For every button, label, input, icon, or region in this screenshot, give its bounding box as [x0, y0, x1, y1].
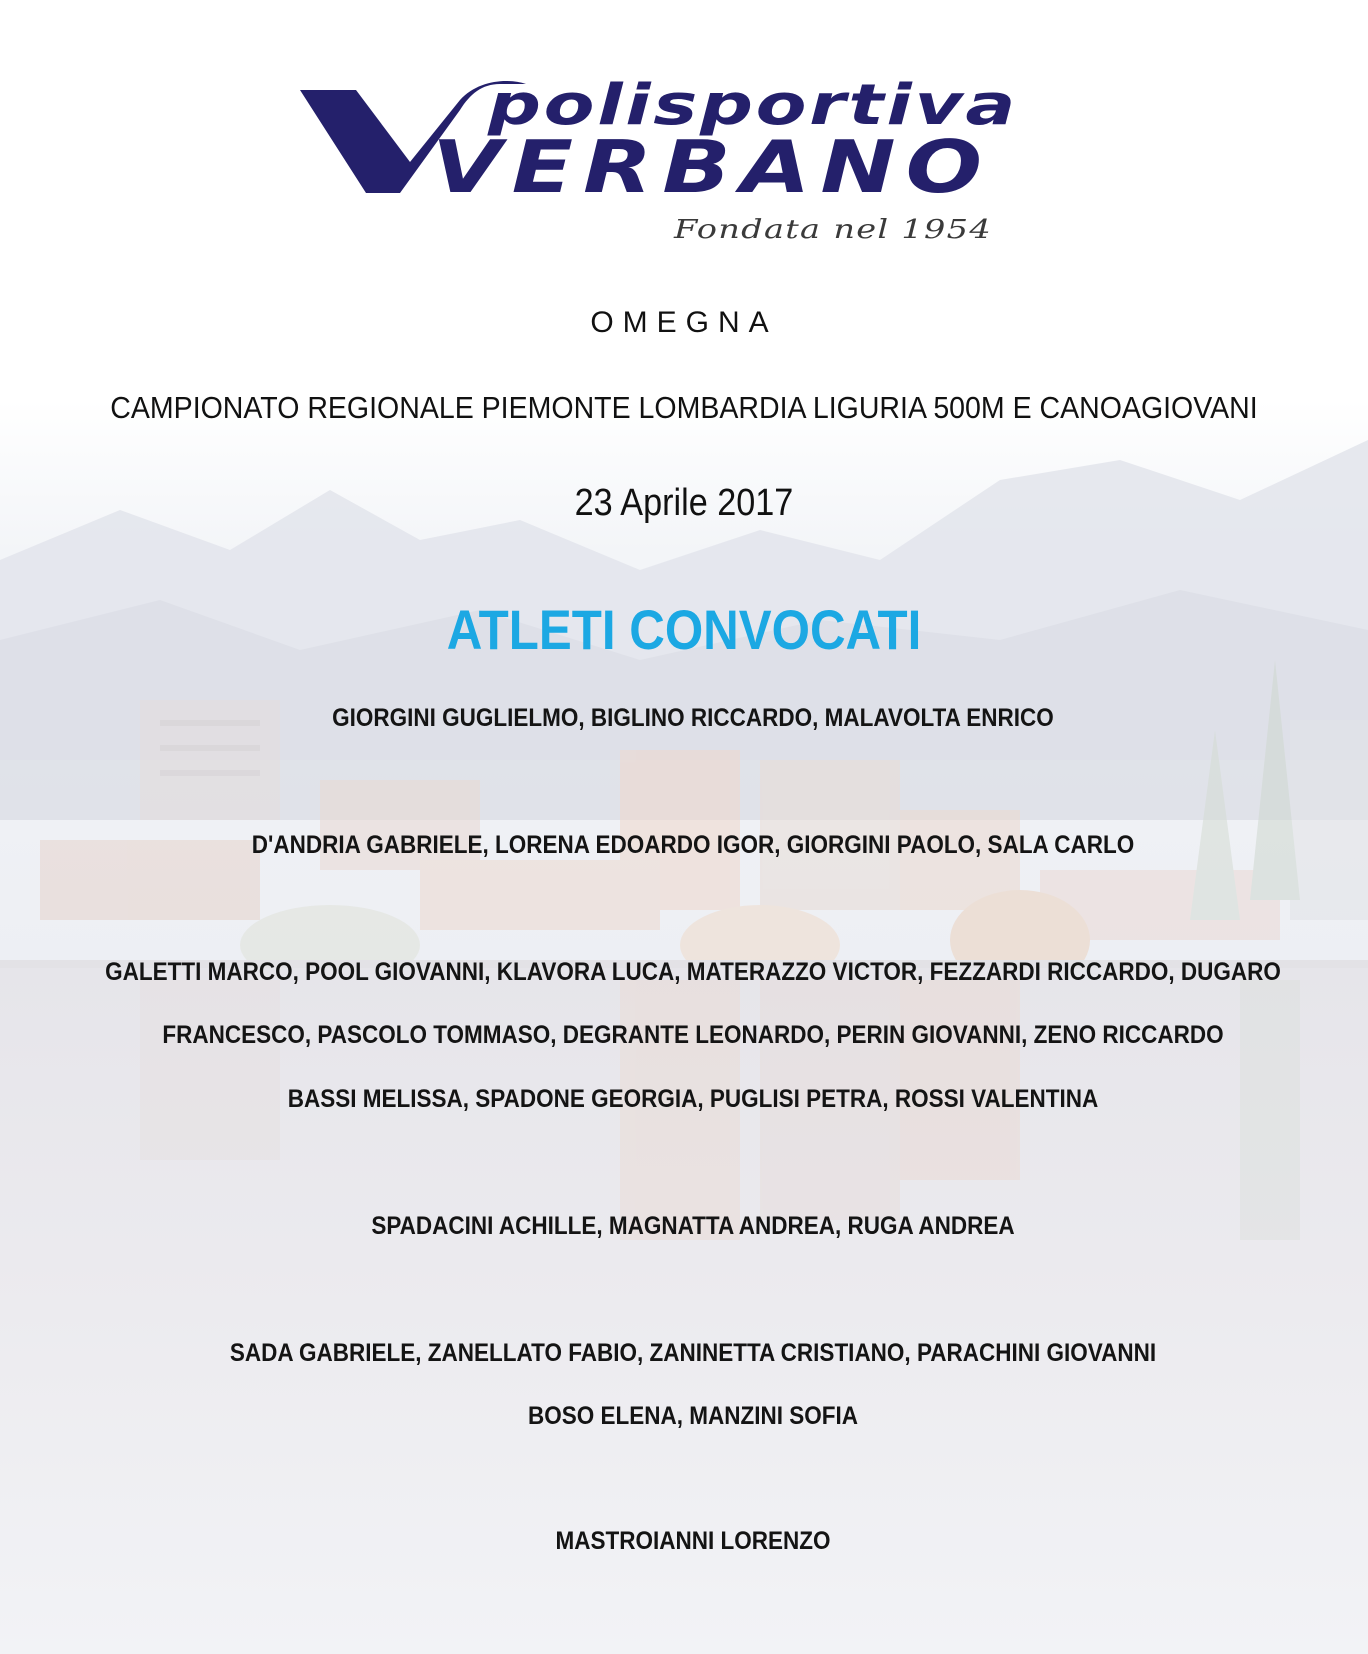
athlete-line: BASSI MELISSA, SPADONE GEORGIA, PUGLISI PETRA, ROSSI VALENTINA — [287, 1085, 1099, 1113]
athlete-line: FRANCESCO, PASCOLO TOMMASO, DEGRANTE LEONARDO, PERIN GIOVANNI, ZENO RICCARDO — [162, 1021, 1224, 1049]
athlete-line: GALETTI MARCO, POOL GIOVANNI, KLAVORA LUCA, MATERAZZO VICTOR, FEZZARDI RICCARDO, DUGARO — [105, 958, 1281, 986]
athlete-line: SPADACINI ACHILLE, MAGNATTA ANDREA, RUGA ANDREA — [371, 1212, 1015, 1240]
logo-wordmark-top: polisportiva — [486, 73, 1018, 138]
event-date: 23 Aprile 2017 — [574, 482, 794, 524]
athlete-line: BOSO ELENA, MANZINI SOFIA — [527, 1402, 859, 1430]
logo-wordmark-main: VERBANO — [432, 125, 992, 209]
logo-founded: Fondata nel 1954 — [672, 215, 992, 245]
club-logo — [300, 73, 1080, 258]
section-title: ATLETI CONVOCATI — [446, 598, 922, 661]
athlete-line: D'ANDRIA GABRIELE, LORENA EDOARDO IGOR, GIORGINI PAOLO, SALA CARLO — [251, 831, 1135, 859]
athlete-line: SADA GABRIELE, ZANELLATO FABIO, ZANINETTA CRISTIANO, PARACHINI GIOVANNI — [229, 1339, 1157, 1367]
athlete-line: GIORGINI GUGLIELMO, BIGLINO RICCARDO, MALAVOLTA ENRICO — [332, 704, 1054, 732]
event-title: CAMPIONATO REGIONALE PIEMONTE LOMBARDIA LIGURIA 500M E CANOAGIOVANI — [110, 390, 1258, 425]
athlete-line: MASTROIANNI LORENZO — [555, 1527, 831, 1555]
event-place: OMEGNA — [590, 306, 778, 339]
